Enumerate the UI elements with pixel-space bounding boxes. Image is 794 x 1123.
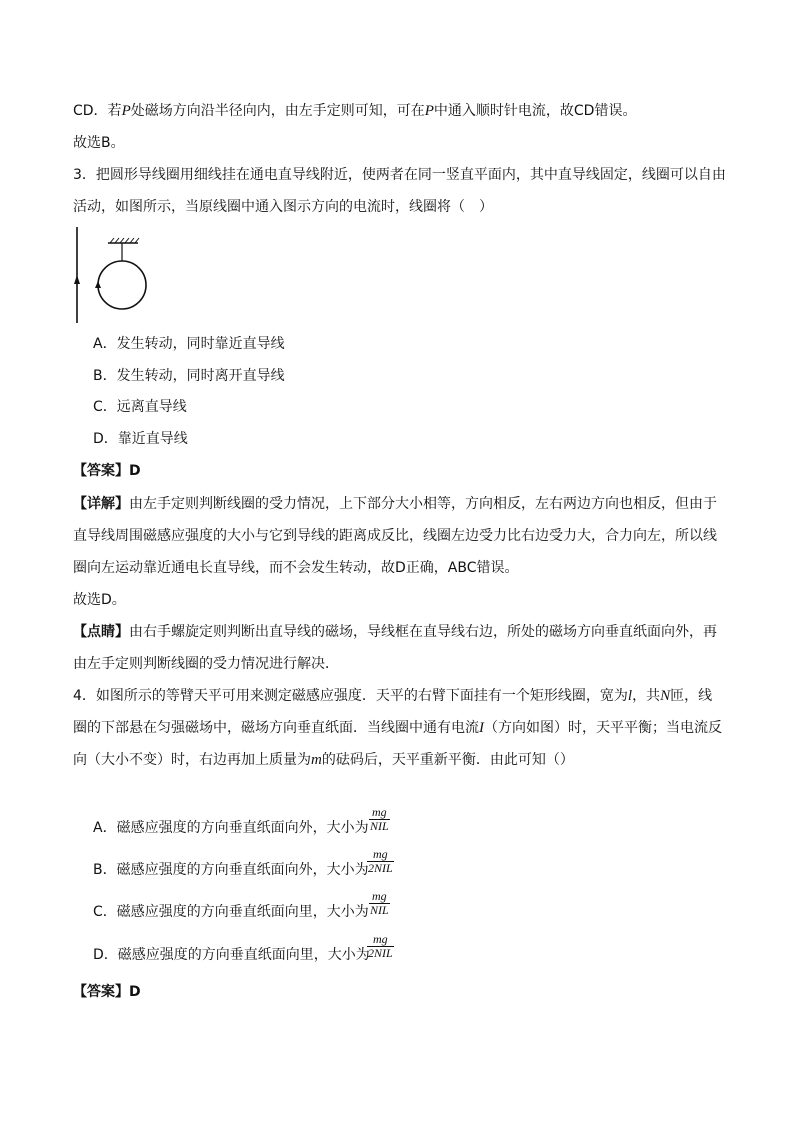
wire-current-arrow xyxy=(74,275,80,284)
q3-answer: 【答案】D xyxy=(73,463,141,479)
q3-option-b: B．发生转动，同时离开直导线 xyxy=(93,368,285,384)
q4-option-b: B．磁感应强度的方向垂直纸面向外，大小为 xyxy=(93,862,369,878)
q4-option-c: C．磁感应强度的方向垂直纸面向里，大小为 xyxy=(93,904,369,920)
q3-stem-line1: 3．把圆形导线圈用细线挂在通电直导线附近，使两者在同一竖直平面内，其中直导线固定，线圈可以自由 xyxy=(73,167,726,183)
ceiling-hatch xyxy=(110,238,139,243)
q3-choose: 故选D。 xyxy=(73,592,126,608)
q4-option-d: D．磁感应强度的方向垂直纸面向里，大小为 xyxy=(93,947,370,963)
q3-detail-line3: 圈向左运动靠近通电长直导线，而不会发生转动，故D正确，ABC错误。 xyxy=(73,560,519,576)
q4-option-a-fraction: mg NIL xyxy=(370,805,389,833)
q3-detail-line1: 【详解】由左手定则判断线圈的受力情况，上下部分大小相等，方向相反，左右两边方向也相反，但由于 xyxy=(73,496,717,512)
q3-detail-line2: 直导线周围磁感应强度的大小与它到导线的距离成反比，线圈左边受力比右边受力大，合力向左，所以线 xyxy=(73,528,717,544)
q3-option-c: C．远离直导线 xyxy=(93,399,187,415)
q4-option-c-fraction: mg NIL xyxy=(370,889,389,917)
q2-cd-explanation: CD．若P处磁场方向沿半径向内，由左手定则可知，可在P中通入顺时针电流，故CD错误。 xyxy=(73,103,637,119)
q3-stem-line2: 活动，如图所示，当原线圈中通入图示方向的电流时，线圈将（ ） xyxy=(73,199,493,215)
q2-choose: 故选B。 xyxy=(73,135,125,151)
circular-coil xyxy=(98,261,146,309)
q4-answer: 【答案】D xyxy=(73,984,141,1000)
q3-tip-line2: 由左手定则判断线圈的受力情况进行解决． xyxy=(73,656,339,672)
q3-wire-coil-figure xyxy=(68,225,158,325)
q4-stem-line3: 向（大小不变）时，右边再加上质量为m的砝码后，天平重新平衡．由此可知（） xyxy=(73,752,574,768)
q3-tip-line1: 【点睛】由右手螺旋定则判断出直导线的磁场，导线框在直导线右边，所处的磁场方向垂直纸面向外，再 xyxy=(73,624,717,640)
q3-option-a: A．发生转动，同时靠近直导线 xyxy=(93,336,285,352)
q4-option-d-fraction: mg 2NIL xyxy=(368,932,393,960)
coil-current-arrow xyxy=(95,281,101,288)
q4-option-b-fraction: mg 2NIL xyxy=(368,847,393,875)
q4-option-a: A．磁感应强度的方向垂直纸面向外，大小为 xyxy=(93,820,369,836)
q4-stem-line1: 4．如图所示的等臂天平可用来测定磁感应强度．天平的右臂下面挂有一个矩形线圈，宽为l，共N匝，线 xyxy=(73,688,713,704)
q3-option-d: D．靠近直导线 xyxy=(93,431,188,447)
q4-stem-line2: 圈的下部悬在匀强磁场中，磁场方向垂直纸面．当线圈中通有电流I（方向如图）时，天平平衡；当电流反 xyxy=(73,720,722,736)
